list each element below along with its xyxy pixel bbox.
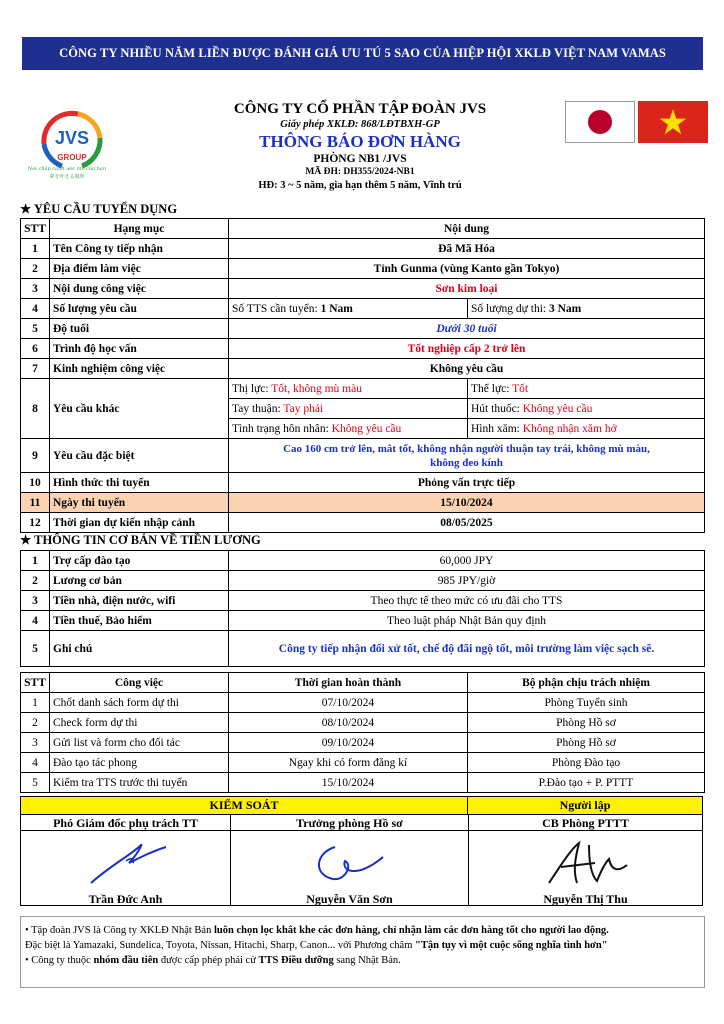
table-row: 1 Chốt danh sách form dự thi 07/10/2024 Phòng Tuyển sinh bbox=[21, 693, 705, 713]
signature-1-icon bbox=[71, 835, 181, 890]
control-section bbox=[20, 796, 703, 906]
table-row: 10 Hình thức thi tuyển Phỏng vấn trực tiếp bbox=[21, 473, 705, 493]
table-row: 12 Thời gian dự kiến nhập cảnh 08/05/2025 bbox=[21, 513, 705, 533]
vietnam-flag-icon bbox=[638, 101, 708, 143]
section-recruitment-title: ★ YÊU CẦU TUYỂN DỤNG bbox=[20, 202, 178, 216]
logo-text: JVS bbox=[54, 128, 90, 148]
table-row: 8 Yêu cầu khác Thị lực: Tốt, không mù màu Thể lực: Tốt bbox=[21, 379, 705, 399]
table-row: 1 Tên Công ty tiếp nhận Đã Mã Hóa bbox=[21, 239, 705, 259]
order-code: MÃ ĐH: DH355/2024-NB1 bbox=[305, 167, 415, 177]
table-row: 4 Đào tạo tác phong Ngay khi có form đăng kí Phòng Đào tạo bbox=[21, 753, 705, 773]
japan-flag-icon bbox=[565, 101, 635, 143]
table-row: 4 Tiền thuế, Bảo hiểm Theo luật pháp Nhật Bản quy định bbox=[21, 611, 705, 631]
table-row: 5 Ghi chú Công ty tiếp nhận đối xử tốt, chế độ đãi ngộ tốt, môi trường làm việc sạch sẽ. bbox=[21, 631, 705, 667]
logo-slogan: Nơi chắp cánh ước mơ của bạn bbox=[27, 166, 107, 172]
table-row: 7 Kinh nghiệm công việc Không yêu cầu bbox=[21, 359, 705, 379]
company-name: CÔNG TY CỔ PHẦN TẬP ĐOÀN JVS bbox=[233, 101, 487, 117]
signer-3: CB Phòng PTTT Nguyễn Thị Thu bbox=[469, 815, 702, 905]
table-row: 5 Độ tuổi Dưới 30 tuổi bbox=[21, 319, 705, 339]
page-title: THÔNG BÁO ĐƠN HÀNG bbox=[259, 132, 461, 151]
table-row: 11 Ngày thi tuyển 15/10/2024 bbox=[21, 493, 705, 513]
table-row: 4 Số lượng yêu cầu Số TTS cần tuyển: 1 Nam Số lượng dự thi: 3 Nam bbox=[21, 299, 705, 319]
signature-2-icon bbox=[295, 835, 405, 890]
table-row: 2 Check form dự thi 08/10/2024 Phòng Hồ sơ bbox=[21, 713, 705, 733]
schedule-table: STT Công việc Thời gian hoàn thành Bộ phận chịu trách nhiệm 1 Chốt danh sách form dự thi 07/10/2024 Phòng Tuyển sinh 2 Check form dự thi 08/10/2024 Phòng Hồ sơ 3 Gửi list và form cho đối tác 09/10/2024 Phòng Hồ sơ 4 Đào tạo tác phong Ngay khi có form đăng kí Phòng Đào tạo 5 Kiểm tra TTS trước thi tuyển 15/10/2024 P.Đào tạo + P. PTTT bbox=[20, 672, 705, 793]
section-salary-title: ★ THÔNG TIN CƠ BẢN VỀ TIỀN LƯƠNG bbox=[20, 533, 261, 547]
signature-3-icon bbox=[531, 835, 641, 890]
logo-slogan-jp: 夢を叶える場所 bbox=[49, 174, 85, 180]
document-header bbox=[150, 101, 570, 193]
table-row: Tay thuận: Tay phải Hút thuốc: Không yêu cầu bbox=[21, 399, 705, 419]
logo-group: GROUP bbox=[57, 153, 87, 162]
department: PHÒNG NB1 /JVS bbox=[313, 153, 407, 165]
table-row: 3 Nội dung công việc Sơn kim loại bbox=[21, 279, 705, 299]
col-item: Hạng mục bbox=[50, 219, 229, 239]
table-row: 9 Yêu cầu đặc biệt Cao 160 cm trở lên, mắt tốt, không nhận người thuận tay trái, không mù màu, không đeo kính bbox=[21, 439, 705, 473]
table-row: Tình trạng hôn nhân: Không yêu cầu Hình xăm: Không nhận xăm hở bbox=[21, 419, 705, 439]
control-title: KIỂM SOÁT bbox=[21, 797, 468, 814]
table-row: 3 Tiền nhà, điện nước, wifi Theo thực tế theo mức có ưu đãi cho TTS bbox=[21, 591, 705, 611]
table-row: 2 Lương cơ bản 985 JPY/giờ bbox=[21, 571, 705, 591]
table-row: 5 Kiểm tra TTS trước thi tuyển 15/10/2024 P.Đào tạo + P. PTTT bbox=[21, 773, 705, 793]
notes-box: • Tập đoàn JVS là Công ty XKLĐ Nhật Bản luôn chọn lọc khắt khe các đơn hàng, chỉ nhận làm các đơn hàng tốt cho người lao động. Đặc biệt là Yamazaki, Sundelica, Toyota, Nissan, Hitachi, Sharp, Canon... với Phương châm "Tận tụy vì một cuộc sống nghĩa tình hơn" • Công ty thuộc nhóm đầu tiên được cấp phép phái cử TTS Điều dưỡng sang Nhật Bản. bbox=[20, 916, 705, 988]
license: Giấy phép XKLĐ: 868/LĐTBXH-GP bbox=[280, 119, 440, 130]
contract-terms: HĐ: 3 ~ 5 năm, gia hạn thêm 5 năm, Vĩnh trú bbox=[258, 180, 462, 191]
col-stt: STT bbox=[21, 219, 50, 239]
signer-1: Phó Giám đốc phụ trách TT Trần Đức Anh bbox=[21, 815, 231, 905]
table-row: 2 Địa điểm làm việc Tỉnh Gunma (vùng Kanto gần Tokyo) bbox=[21, 259, 705, 279]
col-content: Nội dung bbox=[229, 219, 705, 239]
recruitment-table bbox=[20, 218, 705, 533]
table-row: 6 Trình độ học vấn Tốt nghiệp cấp 2 trở lên bbox=[21, 339, 705, 359]
salary-table bbox=[20, 550, 705, 667]
jvs-logo bbox=[22, 100, 122, 180]
preparer-title: Người lập bbox=[559, 798, 611, 812]
top-banner: CÔNG TY NHIỀU NĂM LIỀN ĐƯỢC ĐÁNH GIÁ ƯU TÚ 5 SAO CỦA HIỆP HỘI XKLĐ VIỆT NAM VAMAS bbox=[22, 37, 703, 70]
table-row: 1 Trợ cấp đào tạo 60,000 JPY bbox=[21, 551, 705, 571]
table-row: 3 Gửi list và form cho đối tác 09/10/2024 Phòng Hồ sơ bbox=[21, 733, 705, 753]
signer-2: Trưởng phòng Hồ sơ Nguyễn Văn Sơn bbox=[231, 815, 469, 905]
